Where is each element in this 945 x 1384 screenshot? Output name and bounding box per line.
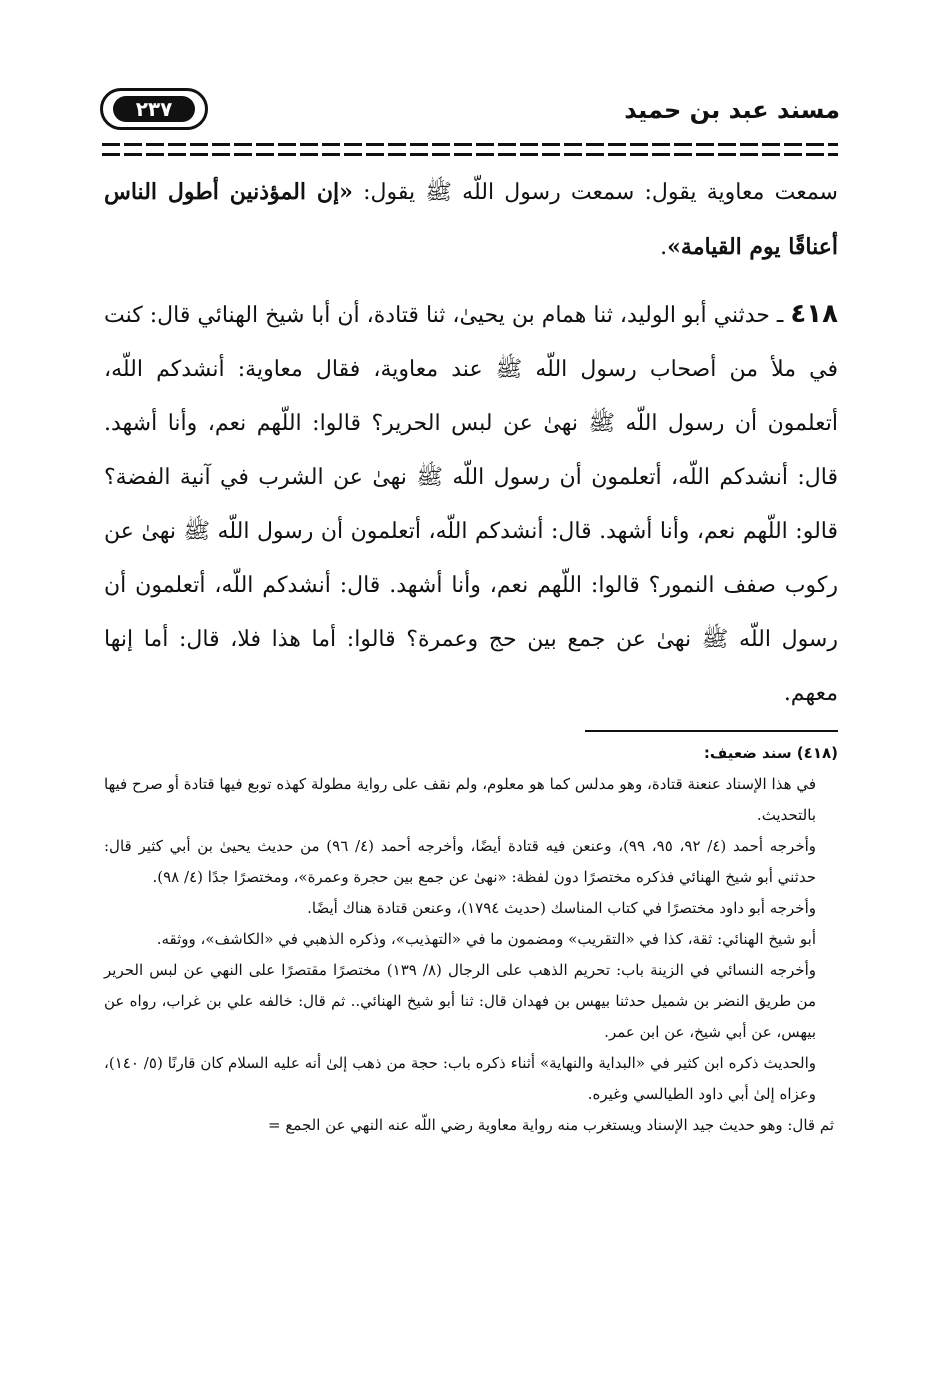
hadith-text: ـ حدثني أبو الوليد، ثنا همام بن يحيىٰ، ثنا قتادة، أن أبا شيخ الهنائي قال: كنت في ملأ من أصحاب رسول اللّه ﷺ عند معاوية، فقال معاوية: أنشدكم اللّه، أتعلمون أن رسول اللّه ﷺ نهىٰ عن لبس الحرير؟ قالوا: اللّهم نعم، وأنا أشهد. قال: أنشدكم اللّه، أتعلمون أن رسول اللّه ﷺ نهىٰ عن الشرب في آنية الفضة؟ قالو: اللّهم نعم، وأنا أشهد. قال: أنشدكم اللّه، أتعلمون أن رسول اللّه ﷺ نهىٰ عن ركوب صفف النمور؟ قالوا: اللّهم نعم، وأنا أشهد. قال: أنشدكم اللّه، أتعلمون أن رسول اللّه ﷺ نهىٰ عن جمع بين حج وعمرة؟ قالوا: أما هذا فلا، قال: أما إنها معهم. (104, 303, 838, 706)
page-header (100, 86, 840, 136)
footnotes (104, 738, 838, 1141)
footnote-paragraph: والحديث ذكره ابن كثير في «البداية والنهاية» أثناء ذكره باب: حجة من ذهب إلىٰ أنه عليه السلام كان قارنًا (٥/ ١٤٠)، وعزاه إلىٰ أبي داود الطيالسي وغيره. (104, 1054, 816, 1103)
hadith-paragraph (104, 287, 838, 721)
main-text (104, 165, 838, 721)
opening-paragraph (104, 165, 838, 275)
running-title: مسند عبد بن حميد (624, 96, 840, 124)
footnote-paragraph: أبو شيخ الهنائي: ثقة، كذا في «التقريب» ومضمون ما في «التهذيب»، وذكره الذهبي في «الكاشف»، ووثقه. (156, 930, 816, 948)
page-number: ٢٣٧ (113, 96, 195, 122)
footnote-paragraph: في هذا الإسناد عنعنة قتادة، وهو مدلس كما هو معلوم، ولم نقف على رواية مطولة كهذه توبع فيها قتادة أو صرح فيها بالتحديث. (104, 775, 816, 824)
prophetic-quote: «إن المؤذنين أطول الناس أعناقًا يوم القيامة» (104, 179, 838, 260)
footnote-heading: (٤١٨) سند ضعيف: (703, 744, 838, 762)
page-number-badge (100, 88, 208, 130)
header-rule-top (102, 143, 838, 146)
opening-end: . (660, 235, 668, 260)
hadith-number: ٤١٨ (790, 299, 838, 329)
opening-text: سمعت معاوية يقول: سمعت رسول اللّه ﷺ يقول: (352, 180, 838, 205)
footnote-paragraph: وأخرجه النسائي في الزينة باب: تحريم الذهب على الرجال (٨/ ١٣٩) مختصرًا مقتصرًا على النهي عن لبس الحرير من طريق النضر بن شميل حدثنا بيهس بن فهدان قال: ثنا أبو شيخ الهنائي.. ثم قال: خالفه علي بن غراب، رواه عن بيهس، عن أبي شيخ، عن ابن عمر. (104, 961, 816, 1041)
header-rule-bottom (102, 153, 838, 156)
footnote-paragraph: وأخرجه أبو داود مختصرًا في كتاب المناسك (حديث ١٧٩٤)، وعنعن قتادة هناك أيضًا. (307, 899, 816, 917)
footnote-continuation: ثم قال: وهو حديث جيد الإسناد ويستغرب منه رواية معاوية رضي اللّه عنه النهي عن الجمع = (267, 1116, 834, 1134)
footnote-paragraph: وأخرجه أحمد (٤/ ٩٢، ٩٥، ٩٩)، وعنعن فيه قتادة أيضًا، وأخرجه أحمد (٤/ ٩٦) من حديث يحيىٰ بن أبي كثير قال: حدثني أبو شيخ الهنائي فذكره مختصرًا دون لفظة: «نهىٰ عن جمع بين حجرة وعمرة»، ومختصرًا جدًا (٤/ ٩٨). (104, 837, 817, 886)
footnote-divider (585, 730, 838, 732)
